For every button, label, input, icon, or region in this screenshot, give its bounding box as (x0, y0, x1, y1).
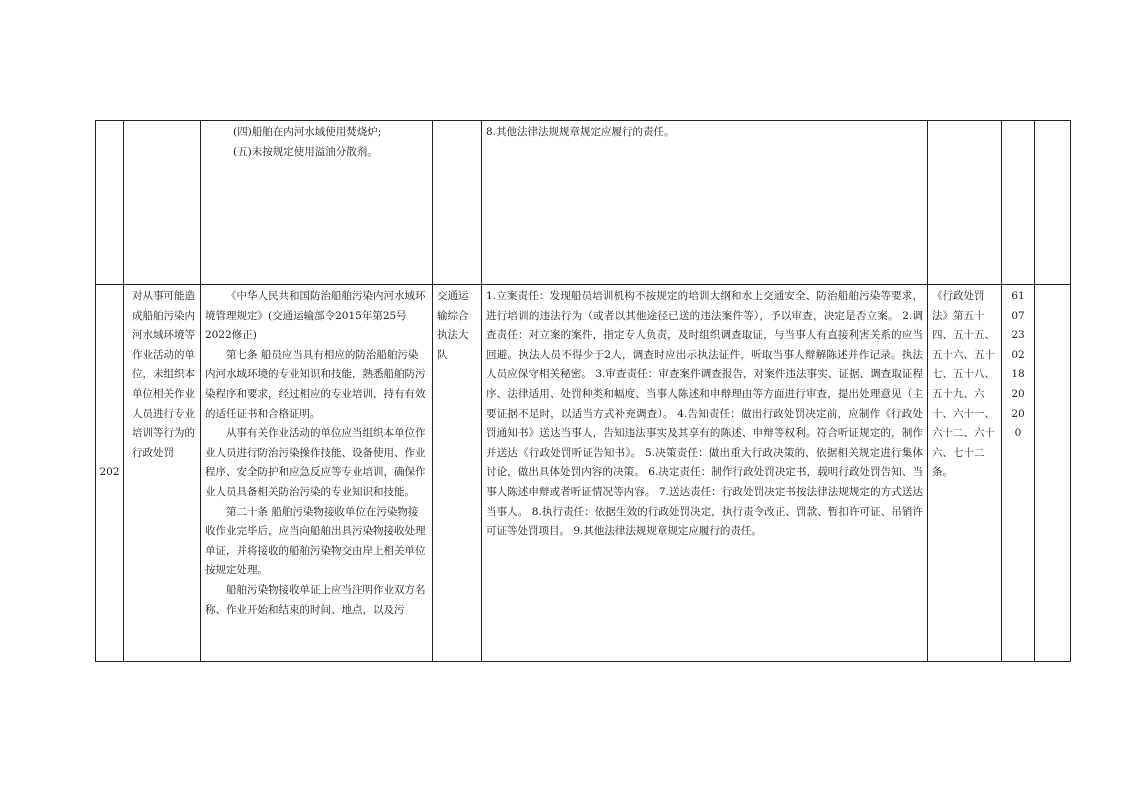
responsibility-text: 8.其他法律法规规章规定应履行的责任。 (486, 126, 675, 138)
provision-line: (四)船舶在内河水域使用焚烧炉; (233, 126, 382, 138)
seq-cell (96, 285, 124, 662)
remark-cell (1035, 121, 1071, 285)
remark-cell (1035, 285, 1071, 662)
legal-basis-cell (928, 285, 1002, 662)
agency-cell (433, 285, 482, 662)
provision-paragraph: 第七条 船员应当具有相应的防治船舶污染内河水域环境的专业知识和技能，熟悉船舶防污染程序和要求，经过相应的专业培训，持有有效的适任证书和合格证明。 (205, 348, 426, 420)
provision-paragraph: 从事有关作业活动的单位应当组织本单位作业人员进行防治污染操作技能、设备使用、作业程序、安全防护和应急反应等专业培训，确保作业人员具备相关防治污染的专业知识和技能。 (205, 427, 426, 498)
provisions-cell (201, 285, 433, 662)
code-cell (1002, 285, 1035, 662)
seq-cell (96, 121, 124, 285)
item-number: 202 (99, 466, 120, 479)
item-code: 610723021820200 (1011, 290, 1025, 440)
agency-cell (433, 121, 482, 285)
provision-paragraph: 第二十条 船舶污染物接收单位在污染物接收作业完毕后，应当向船舶出具污染物接收处理单证，并将接收的船舶污染物交由岸上相关单位按规定处理。 (205, 505, 426, 577)
responsibility-text: 1.立案责任：发现船员培训机构不按规定的培训大纲和水上交通安全、防治船舶污染等要求，进行培训的违法行为（或者以其他途径已送的违法案件等），予以审查，决定是否立案。 2.调查责任：对立案的案件，指定专人负责，及时组织调查取证，与当事人有直接利害关系的应当回避。执法人员不得少于2人，调查时应出示执法证件，听取当事人辩解陈述并作记录。执法人员应保守相关秘密。 3.审查责任：审查案件调查报告，对案件违法事实、证据、调查取证程序、法律适用、处罚种类和幅度、当事人陈述和申辩理由等方面进行审查，提出处理意见（主要证据不足时，以适当方式补充调查）。 4.告知责任：做出行政处罚决定前，应制作《行政处罚通知书》送达当事人，告知违法事实及其享有的陈述、申辩等权利。符合听证规定的，制作并送达《行政处罚听证告知书》。 5.决策责任：做出重大行政决策的，依据相关规定进行集体讨论，做出具体处罚内容的决策。 6.决定责任：制作行政处罚决定书，载明行政处罚告知、当事人陈述申辩或者听证情况等内容。 7.送达责任：行政处罚决定书按法律法规规定的方式送达当事人。 8.执行责任：依据生效的行政处罚决定，执行责令改正、罚款、暂扣许可证、吊销许可证等处罚项目。 9.其他法律法规规章规定应履行的责任。 (486, 290, 923, 538)
item-name-cell (124, 285, 201, 662)
provision-line: (五)未按规定使用溢油分散剂。 (233, 145, 378, 158)
table-row (96, 285, 1071, 662)
provisions-cell (201, 121, 433, 285)
responsibility-cell (482, 121, 928, 285)
provision-paragraph: 船舶污染物接收单证上应当注明作业双方名称、作业开始和结束的时间、地点，以及污 (205, 583, 426, 616)
item-name-cell (124, 121, 201, 285)
provision-paragraph: 《中华人民共和国防治船舶污染内河水域环境管理规定》(交通运输部令2015年第25号2022修正) (205, 290, 426, 342)
power-list-table (95, 120, 1071, 662)
legal-basis-cell (928, 121, 1002, 285)
code-cell (1002, 121, 1035, 285)
agency-name: 交通运输综合执法大队 (437, 290, 469, 361)
table-row (96, 121, 1071, 285)
legal-basis-text: 《行政处罚法》第五十四、五十五、五十六、五十七、五十八、五十九、六十、六十一、六十二、六十六、七十二条。 (932, 290, 995, 479)
responsibility-cell (482, 285, 928, 662)
item-name: 对从事可能造成船舶污染内河水域环境等作业活动的单位，未组织本单位相关作业人员进行专业培训等行为的行政处罚 (132, 290, 195, 459)
